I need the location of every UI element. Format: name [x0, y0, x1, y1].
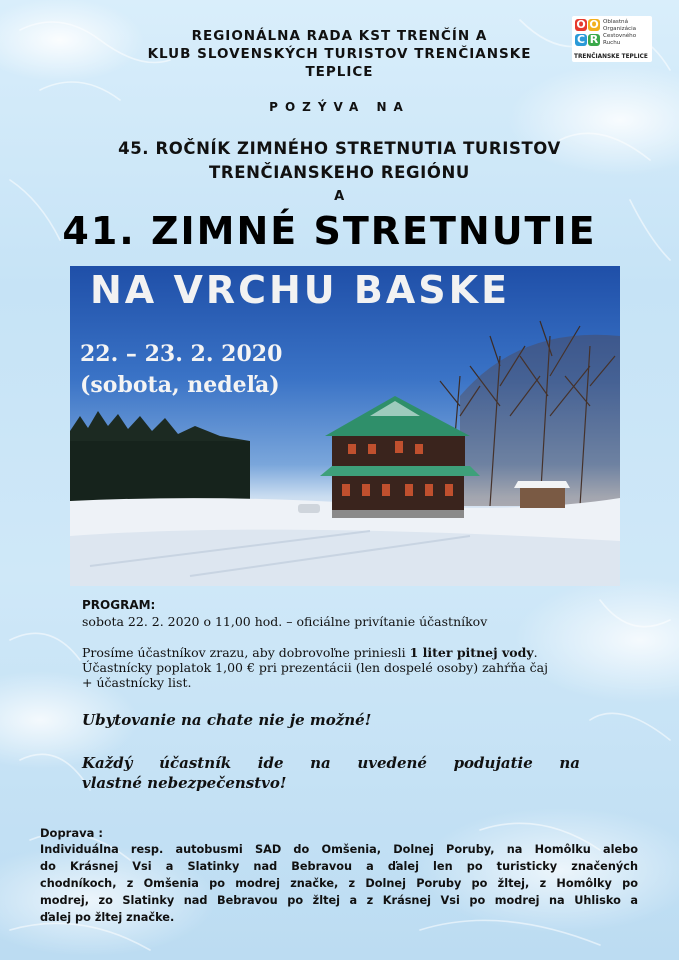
program-line-3: Účastnícky poplatok 1,00 € pri prezentácii (len dospelé osoby) zahŕňa čaj — [82, 660, 548, 675]
risk-warning-line-1: Každý účastník ide na uvedené podujatie na — [82, 754, 580, 772]
transport-line-4: modrej, zo Slatinky nad Bebravou po žltej a z Krásnej Vsi po modrej na Uhlisko a — [40, 894, 638, 907]
accommodation-warning: Ubytovanie na chate nie je možné! — [82, 711, 372, 729]
chalet-illustration — [70, 266, 620, 586]
program-label: PROGRAM: — [82, 598, 156, 612]
event-line-1: 45. ROČNÍK ZIMNÉHO STRETNUTIA TURISTOV — [118, 139, 561, 158]
transport-label: Doprava : — [40, 826, 103, 840]
event-and: A — [334, 189, 345, 204]
main-title: 41. ZIMNÉ STRETNUTIE — [62, 209, 597, 253]
invite-line: POZÝVA NA — [269, 100, 410, 114]
logo-letter-o2: O — [589, 18, 599, 31]
logo-letter-c: C — [576, 33, 586, 46]
oocr-logo — [572, 16, 652, 62]
risk-warning-line-2: vlastné nebezpečenstvo! — [82, 774, 287, 792]
event-line-2: TRENČIANSKEHO REGIÓNU — [209, 163, 470, 182]
logo-letter-r: R — [589, 33, 599, 46]
event-dates: 22. – 23. 2. 2020 — [80, 341, 283, 367]
program-line-4: + účastnícky list. — [82, 675, 192, 690]
transport-line-3: chodníkoch, z Omšenia po modrej značke, z Dolnej Poruby po žltej, z Homôlky po — [40, 877, 638, 890]
chalet-photo — [70, 266, 620, 586]
logo-text: Oblastná Organizácia Cestovného Ruchu — [603, 19, 637, 46]
transport-line-1: Individuálna resp. autobusmi SAD do Omšenia, Dolnej Poruby, na Homôlku alebo — [40, 843, 638, 856]
transport-line-5: ďalej po žltej značke. — [40, 911, 175, 924]
organizer-line-2: KLUB SLOVENSKÝCH TURISTOV TRENČIANSKE — [147, 46, 532, 62]
event-days: (sobota, nedeľa) — [80, 372, 280, 398]
organizer-line-3: TEPLICE — [305, 64, 374, 80]
program-line-1: sobota 22. 2. 2020 o 11,00 hod. – oficiálne privítanie účastníkov — [82, 614, 488, 629]
logo-footer: TRENČIANSKE TEPLICE — [574, 54, 648, 60]
transport-line-2: do Krásnej Vsi a Slatinky nad Bebravou a ďalej len po turisticky značených — [40, 860, 638, 873]
photo-title: NA VRCHU BASKE — [90, 268, 511, 312]
organizer-line-1: REGIONÁLNA RADA KST TRENČÍN A — [191, 28, 488, 44]
program-line-2: Prosíme účastníkov zrazu, aby dobrovoľne priniesli 1 liter pitnej vody. — [82, 645, 538, 660]
logo-letter-o1: O — [576, 18, 586, 31]
